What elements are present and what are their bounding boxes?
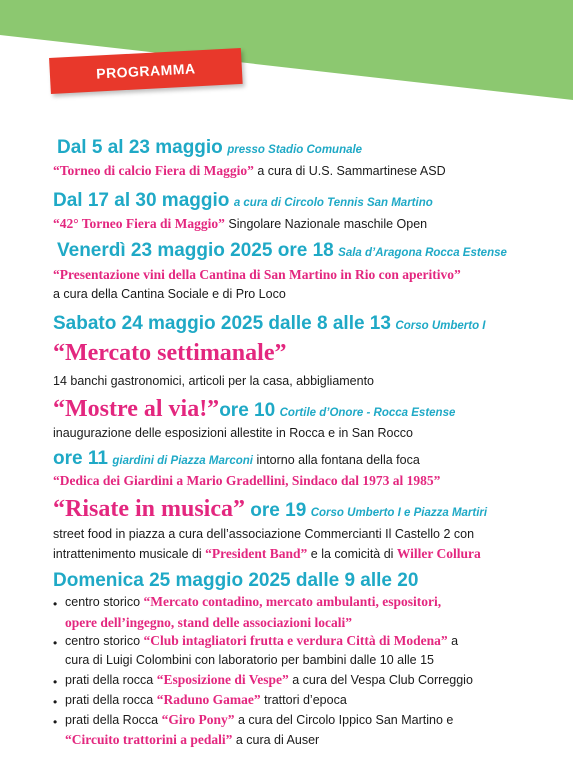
domenica-item-2-cont: cura di Luigi Colombini con laboratorio per bambini dalle 10 alle 15	[65, 653, 434, 667]
event-1-date: Dal 5 al 23 maggio	[57, 137, 223, 158]
mostre-desc: inaugurazione delle esposizioni allestite in Rocca e in San Rocco	[53, 426, 413, 440]
event-4-header	[53, 313, 486, 335]
domenica-item-5: prati della Rocca “Giro Pony” a cura del Circolo Ippico San Martino e	[65, 712, 454, 727]
willer-collura: Willer Collura	[396, 546, 481, 561]
event-1-header	[57, 137, 362, 159]
domenica-item-1: centro storico “Mercato contadino, mercato ambulanti, espositori,	[65, 594, 442, 609]
bullet-dot: •	[53, 715, 58, 729]
bullet-dot: •	[53, 675, 58, 689]
event-2-location: a cura di Circolo Tennis San Martino	[233, 197, 433, 209]
programma-tag: PROGRAMMA	[49, 48, 243, 94]
domenica-item-4: prati della rocca “Raduno Gamae” trattori d’epoca	[65, 692, 347, 707]
mercato-title: “Mercato settimanale”	[53, 340, 287, 366]
bullet-dot: •	[53, 597, 58, 611]
event-1-location: presso Stadio Comunale	[227, 144, 363, 156]
risate-title: “Risate in musica”	[53, 496, 245, 522]
domenica-item-5-cont: “Circuito trattorini a pedali” a cura di Auser	[65, 732, 320, 747]
mostre-header	[53, 396, 455, 423]
domenica-item-3: prati della rocca “Esposizione di Vespe” a cura del Vespa Club Correggio	[65, 672, 473, 687]
event-3-title: “Presentazione vini della Cantina di San Martino in Rio con aperitivo”	[53, 267, 461, 282]
risate-location: Corso Umberto I e Piazza Martiri	[310, 507, 488, 519]
risate-header	[53, 496, 487, 523]
giardini-header	[53, 448, 420, 470]
mercato-desc: 14 banchi gastronomici, articoli per la casa, abbigliamento	[53, 374, 375, 388]
event-4-location: Corso Umberto I	[395, 320, 486, 332]
event-3-date: Venerdì 23 maggio 2025 ore 18	[57, 240, 334, 261]
mostre-title: “Mostre al via!”	[53, 396, 220, 422]
event-2-date: Dal 17 al 30 maggio	[53, 190, 230, 211]
mostre-location: Cortile d’Onore - Rocca Estense	[279, 407, 456, 419]
president-band: “President Band”	[205, 546, 308, 561]
event-2-header	[53, 190, 433, 212]
event-2-desc: Singolare Nazionale maschile Open	[224, 217, 428, 231]
mostre-time: ore 10	[219, 400, 276, 421]
domenica-item-1-cont: opere dell’ingegno, stand delle associazioni locali”	[65, 615, 353, 630]
event-3-location: Sala d’Aragona Rocca Estense	[338, 247, 507, 259]
event-1-title: “Torneo di calcio Fiera di Maggio”	[53, 163, 254, 178]
event-1-detail	[53, 163, 446, 179]
domenica-date: Domenica 25 maggio 2025 dalle 9 alle 20	[53, 570, 419, 591]
domenica-item-2: centro storico “Club intagliatori frutta e verdura Città di Modena” a	[65, 633, 459, 648]
risate-desc-2: intrattenimento musicale di “President Band” e la comicità di Willer Collura	[53, 546, 481, 561]
event-2-detail	[53, 216, 427, 232]
risate-time: ore 19	[245, 500, 307, 521]
event-3-desc: a cura della Cantina Sociale e di Pro Loco	[53, 287, 286, 301]
giardini-title: “Dedica dei Giardini a Mario Gradellini, Sindaco dal 1973 al 1985”	[53, 473, 441, 488]
domenica-header	[53, 570, 418, 592]
giardini-time: ore 11	[53, 448, 108, 469]
event-3-header	[57, 240, 507, 262]
risate-desc-1: street food in piazza a cura dell’associazione Commercianti Il Castello 2 con	[53, 527, 475, 541]
bullet-dot: •	[53, 636, 58, 650]
event-2-title: “42° Torneo Fiera di Maggio”	[53, 216, 225, 231]
bullet-dot: •	[53, 695, 58, 709]
giardini-desc: intorno alla fontana della foca	[252, 453, 420, 467]
event-4-date: Sabato 24 maggio 2025 dalle 8 alle 13	[53, 313, 391, 334]
event-1-desc: a cura di U.S. Sammartinese ASD	[253, 164, 446, 178]
giardini-location: giardini di Piazza Marconi	[112, 455, 253, 467]
